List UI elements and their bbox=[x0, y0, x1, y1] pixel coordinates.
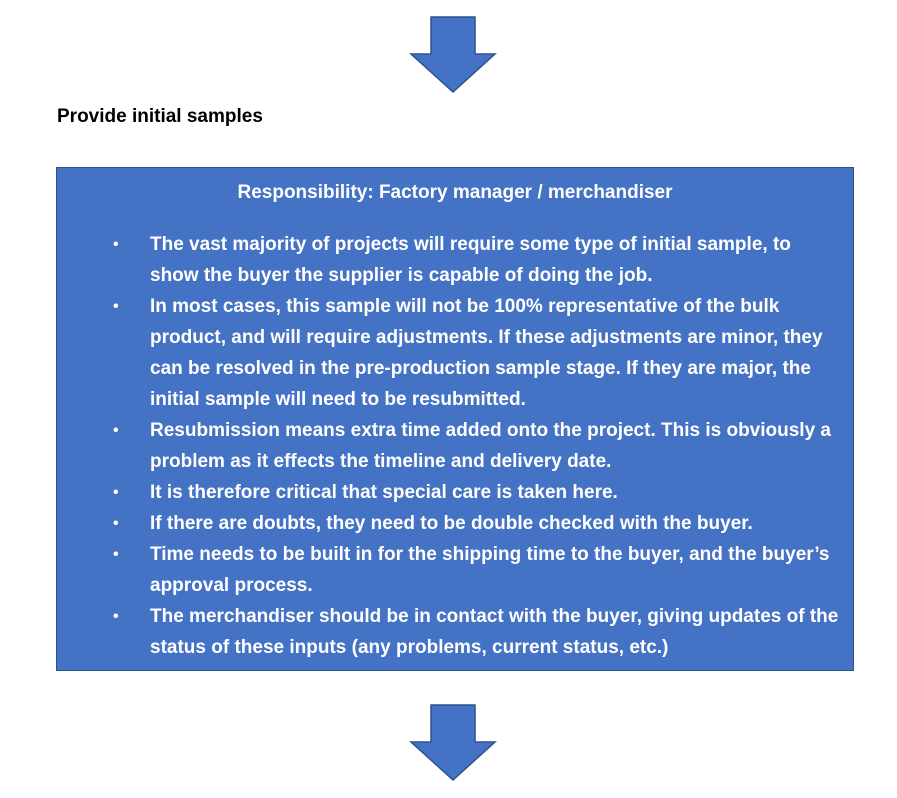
bullet-dot-icon: • bbox=[113, 546, 119, 563]
bullet-item bbox=[57, 291, 855, 415]
bullet-item bbox=[57, 229, 855, 291]
step-title: Provide initial samples bbox=[57, 106, 263, 127]
responsibility-heading: Responsibility: Factory manager / merchandiser bbox=[237, 182, 673, 203]
down-arrow-icon bbox=[408, 704, 498, 782]
bullet-text: In most cases, this sample will not be 100% representative of the bulk product, and will require adjustments. If these adjustments are minor, they can be resolved in the pre-production sample stage. If they are major, the initial sample will need to be resubmitted. bbox=[150, 296, 823, 410]
responsibility-bullet-list bbox=[57, 229, 855, 663]
bullet-dot-icon: • bbox=[113, 298, 119, 315]
bullet-item bbox=[57, 415, 855, 477]
bullet-text: The vast majority of projects will require some type of initial sample, to show the buyer the supplier is capable of doing the job. bbox=[150, 234, 791, 286]
bullet-text: The merchandiser should be in contact with the buyer, giving updates of the status of these inputs (any problems, current status, etc.) bbox=[150, 606, 839, 658]
bullet-dot-icon: • bbox=[113, 236, 119, 253]
bullet-text: It is therefore critical that special care is taken here. bbox=[150, 482, 618, 503]
bullet-text: If there are doubts, they need to be double checked with the buyer. bbox=[150, 513, 753, 534]
responsibility-box bbox=[56, 167, 854, 671]
bullet-text: Time needs to be built in for the shipping time to the buyer, and the buyer’s approval process. bbox=[150, 544, 830, 596]
bullet-text: Resubmission means extra time added onto the project. This is obviously a problem as it effects the timeline and delivery date. bbox=[150, 420, 831, 472]
bullet-item bbox=[57, 477, 855, 508]
bullet-dot-icon: • bbox=[113, 608, 119, 625]
bullet-item bbox=[57, 539, 855, 601]
bullet-dot-icon: • bbox=[113, 484, 119, 501]
bullet-dot-icon: • bbox=[113, 422, 119, 439]
down-arrow-icon bbox=[408, 16, 498, 94]
bullet-dot-icon: • bbox=[113, 515, 119, 532]
bullet-item bbox=[57, 508, 855, 539]
bullet-item bbox=[57, 601, 855, 663]
